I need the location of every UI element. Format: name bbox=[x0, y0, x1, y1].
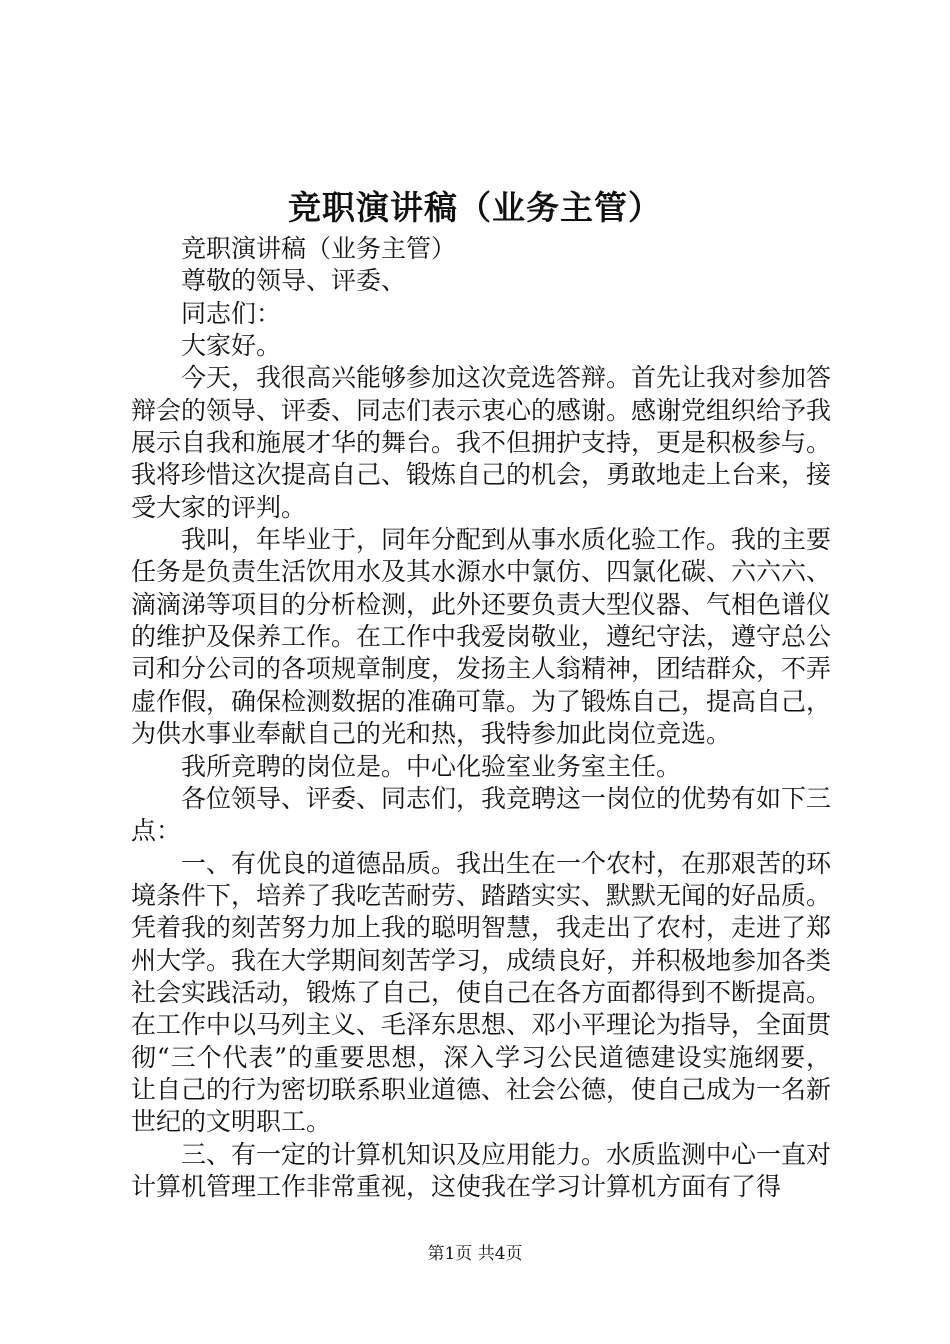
paragraph-position: 我所竞聘的岗位是。中心化验室业务室主任。 bbox=[181, 751, 682, 781]
paragraph-subtitle: 竞职演讲稿（业务主管） bbox=[181, 234, 457, 263]
page-footer: 第1页 共4页 bbox=[427, 1244, 523, 1264]
paragraph-advantage-three: 三、有一定的计算机知识及应用能力。水质监测中心一直对计算机管理工作非常重视，这使我在学习计算机方面有了得 bbox=[131, 1139, 832, 1201]
paragraph-salutation: 尊敬的领导、评委、 bbox=[181, 266, 407, 296]
paragraph-advantages-intro: 各位领导、评委、同志们，我竞聘这一岗位的优势有如下三点： bbox=[131, 783, 832, 846]
paragraph-self-intro: 我叫，年毕业于，同年分配到从事水质化验工作。我的主要任务是负责生活饮用水及其水源水中氯仿、四氯化碳、六六六、滴滴涕等项目的分析检测，此外还要负责大型仪器、气相色谱仪的维护及保养工作。在工作中我爱岗敬业，遵纪守法，遵守总公司和分公司的各项规章制度，发扬主人翁精神，团结群众，不弄虚作假，确保检测数据的准确可靠。为了锻炼自己，提高自己，为供水事业奉献自己的光和热，我特参加此岗位竞选。 bbox=[131, 525, 832, 749]
paragraph-greeting: 大家好。 bbox=[181, 331, 282, 361]
document-body bbox=[131, 233, 831, 1203]
paragraph-salutation-cont: 同志们： bbox=[181, 298, 282, 328]
paragraph-advantage-one: 一、有优良的道德品质。我出生在一个农村，在那艰苦的环境条件下，培养了我吃苦耐劳、踏踏实实、默默无闻的好品质。凭着我的刻苦努力加上我的聪明智慧，我走出了农村，走进了郑州大学。我在大学期间刻苦学习，成绩良好，并积极地参加各类社会实践活动，锻炼了自己，使自己在各方面都得到不断提高。在工作中以马列主义、毛泽东思想、邓小平理论为指导，全面贯彻“三个代表”的重要思想，深入学习公民道德建设实施纲要，让自己的行为密切联系职业道德、社会公德，使自己成为一名新世纪的文明职工。 bbox=[131, 848, 832, 1137]
document-title: 竞职演讲稿（业务主管） bbox=[288, 188, 662, 227]
paragraph-opening: 今天，我很高兴能够参加这次竞选答辩。首先让我对参加答辩会的领导、评委、同志们表示衷心的感谢。感谢党组织给予我展示自我和施展才华的舞台。我不但拥护支持，更是积极参与。我将珍惜这次提高自己、锻炼自己的机会，勇敢地走上台来，接受大家的评判。 bbox=[131, 363, 832, 522]
